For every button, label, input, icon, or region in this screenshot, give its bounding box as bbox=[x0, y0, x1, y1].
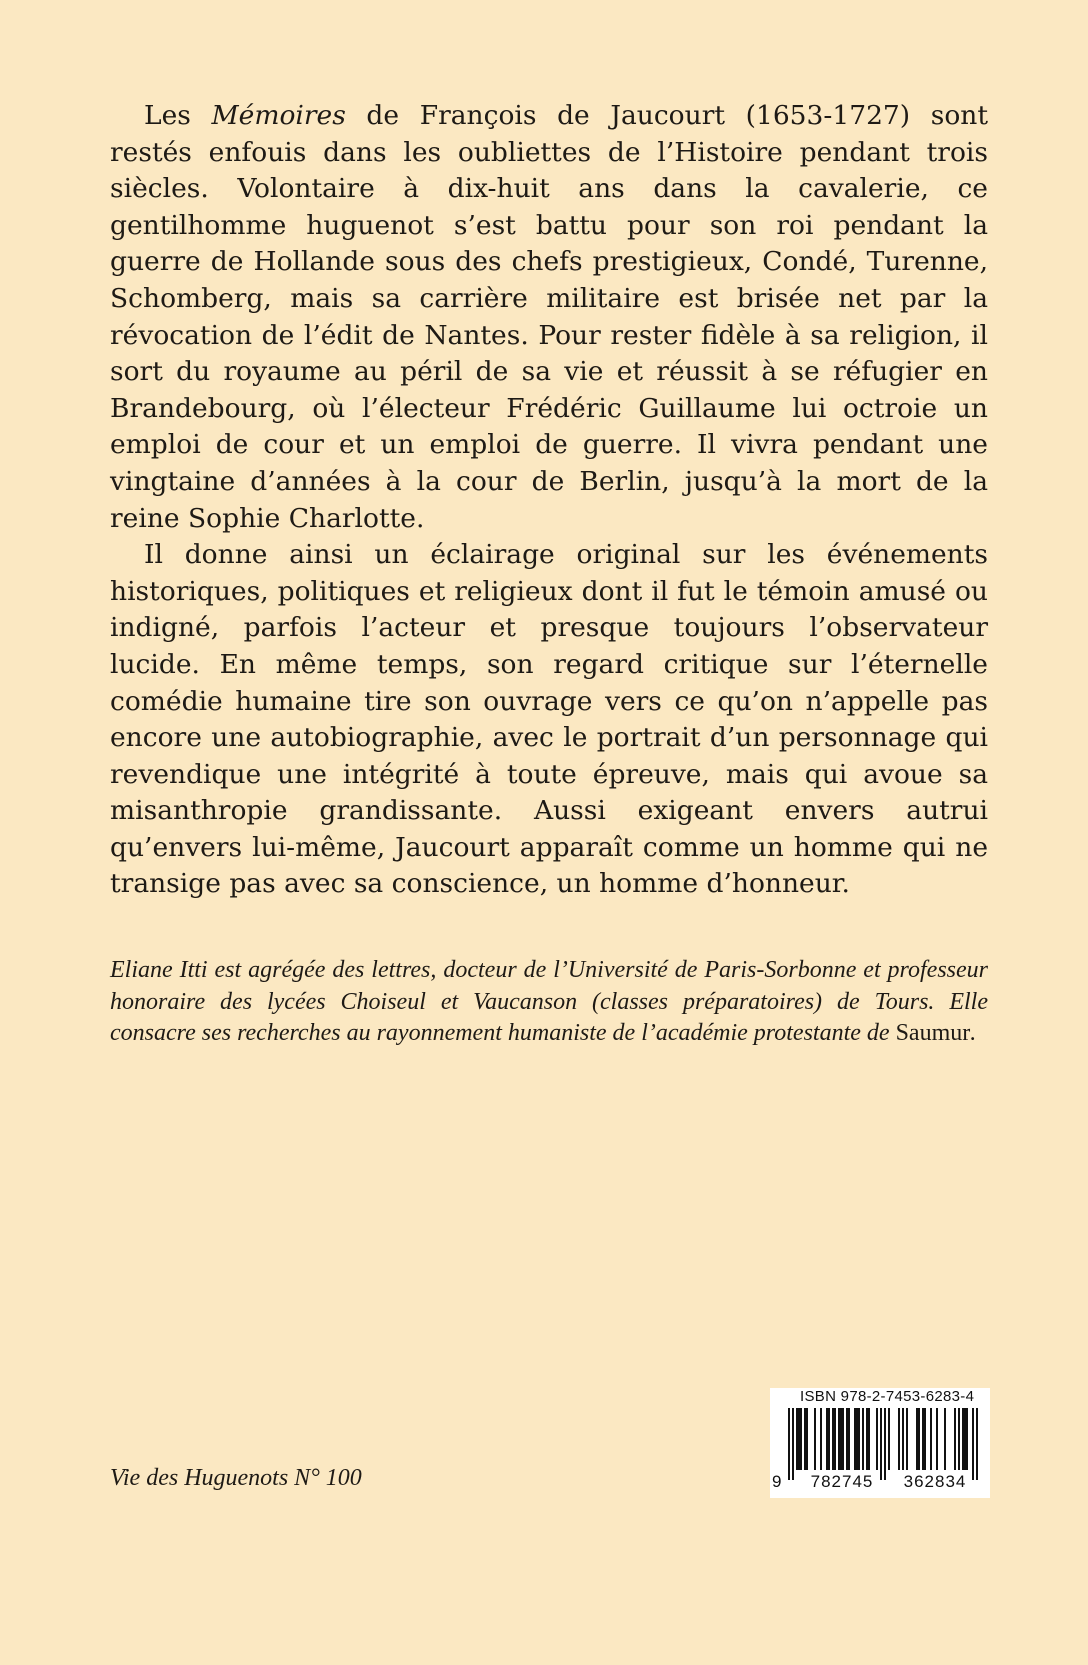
barcode-bar bbox=[936, 1408, 938, 1470]
barcode-guard-bar bbox=[884, 1408, 886, 1480]
barcode-guard-bar bbox=[792, 1408, 794, 1480]
barcode-bar bbox=[924, 1408, 926, 1470]
barcode-bar bbox=[862, 1408, 864, 1470]
barcode-guard-bar bbox=[972, 1408, 974, 1480]
barcode-bar bbox=[866, 1408, 868, 1470]
barcode-bar bbox=[856, 1408, 858, 1470]
barcode-bar bbox=[854, 1408, 856, 1470]
blurb-p1-body: de François de Jaucourt (1653-1727) sont restés enfouis dans les oubliettes de l’Histoire pendant trois siècles. Volontaire à dix-huit ans dans la cavalerie, ce gentilhomme huguenot s’est battu pour son roi pendant la guerre de Hollande sous des chefs prestigieux, Condé, Turenne, Schomberg, mais sa carrière militaire est brisée net par la révocation de l’édit de Nantes. Pour rester fidèle à sa religion, il sort du royaume au péril de sa vie et réussit à se réfugier en Brandebourg, où l’électeur Frédéric Guillaume lui octroie un emploi de cour et un emploi de guerre. Il vivra pendant une vingtaine d’années à la cour de Berlin, jusqu’à la mort de la reine Sophie Charlotte. bbox=[110, 100, 989, 534]
author-bio bbox=[110, 955, 988, 1050]
barcode-bar bbox=[954, 1408, 956, 1470]
ean-right-digits: 362834 bbox=[903, 1472, 967, 1491]
barcode-bar bbox=[838, 1408, 840, 1470]
barcode-bar bbox=[820, 1408, 822, 1470]
series-label: Vie des Huguenots N° 100 bbox=[110, 1465, 362, 1491]
author-bio-text: Eliane Itti est agrégée des lettres, docteur de l’Université de Paris-Sorbonne et professeur honoraire des lycées Choiseul et Vaucanson (classes préparatoires) de Tours. Elle consacre ses recherches au rayonnement humaniste de l’académie protestante de bbox=[110, 957, 988, 1046]
barcode-bar bbox=[906, 1408, 908, 1470]
barcode-bar bbox=[888, 1408, 890, 1470]
barcode-bar bbox=[902, 1408, 904, 1470]
barcode-guard-bar bbox=[880, 1408, 882, 1480]
barcode-guard-bar bbox=[788, 1408, 790, 1480]
blurb-paragraph-2: Il donne ainsi un éclairage original sur les événements historiques, politiques et religieux dont il fut le témoin amusé ou indigné, parfois l’acteur et presque toujours l’observateur lucide. En même temps, son regard critique sur l’éternelle comédie humaine tire son ouvrage vers ce qu’on n’appelle pas encore une autobiographie, avec le portrait d’un personnage qui revendique une intégrité à toute épreuve, mais qui avoue sa misanthropie grandissante. Aussi exigeant envers autrui qu’envers lui-même, Jaucourt apparaît comme un homme qui ne transige pas avec sa conscience, un homme d’honneur. bbox=[110, 539, 988, 900]
barcode-bar bbox=[806, 1408, 808, 1470]
barcode-bar bbox=[804, 1408, 806, 1470]
barcode-bar bbox=[800, 1408, 802, 1470]
blurb-p1-intro: Les bbox=[144, 100, 212, 131]
author-bio-period: . bbox=[970, 1020, 977, 1046]
barcode-bar bbox=[930, 1408, 932, 1470]
memoires-title: Mémoires bbox=[211, 100, 346, 131]
ean-left-digits: 782745 bbox=[810, 1472, 874, 1491]
barcode-bar bbox=[876, 1408, 878, 1470]
author-bio-saumur: Saumur bbox=[895, 1020, 971, 1046]
barcode-bar bbox=[842, 1408, 844, 1470]
barcode-bar bbox=[966, 1408, 968, 1470]
blurb-paragraph-1 bbox=[110, 98, 988, 537]
barcode-guard-bar bbox=[976, 1408, 978, 1480]
barcode-bar bbox=[962, 1408, 964, 1470]
barcode-bar bbox=[814, 1408, 816, 1470]
barcode-bar bbox=[846, 1408, 848, 1470]
barcode-bar bbox=[918, 1408, 920, 1470]
barcode-bar bbox=[834, 1408, 836, 1470]
barcode-bar bbox=[868, 1408, 870, 1470]
barcode-bar bbox=[848, 1408, 850, 1470]
barcode-bar bbox=[796, 1408, 798, 1470]
barcode-bar bbox=[964, 1408, 966, 1470]
barcode-bar bbox=[944, 1408, 946, 1470]
ean-first-digit: 9 bbox=[772, 1472, 782, 1491]
barcode-bar bbox=[798, 1408, 800, 1470]
barcode-bar bbox=[958, 1408, 960, 1470]
barcode-bar bbox=[916, 1408, 918, 1470]
isbn-barcode bbox=[770, 1388, 990, 1498]
barcode-bar bbox=[898, 1408, 900, 1470]
barcode-bar bbox=[840, 1408, 842, 1470]
barcode-bar bbox=[858, 1408, 860, 1470]
isbn-number: ISBN 978-2-7453-6283-4 bbox=[800, 1388, 975, 1405]
barcode-bar bbox=[828, 1408, 830, 1470]
barcode-bar bbox=[922, 1408, 924, 1470]
book-blurb bbox=[110, 98, 988, 903]
barcode-bar bbox=[826, 1408, 828, 1470]
barcode-bar bbox=[832, 1408, 834, 1470]
